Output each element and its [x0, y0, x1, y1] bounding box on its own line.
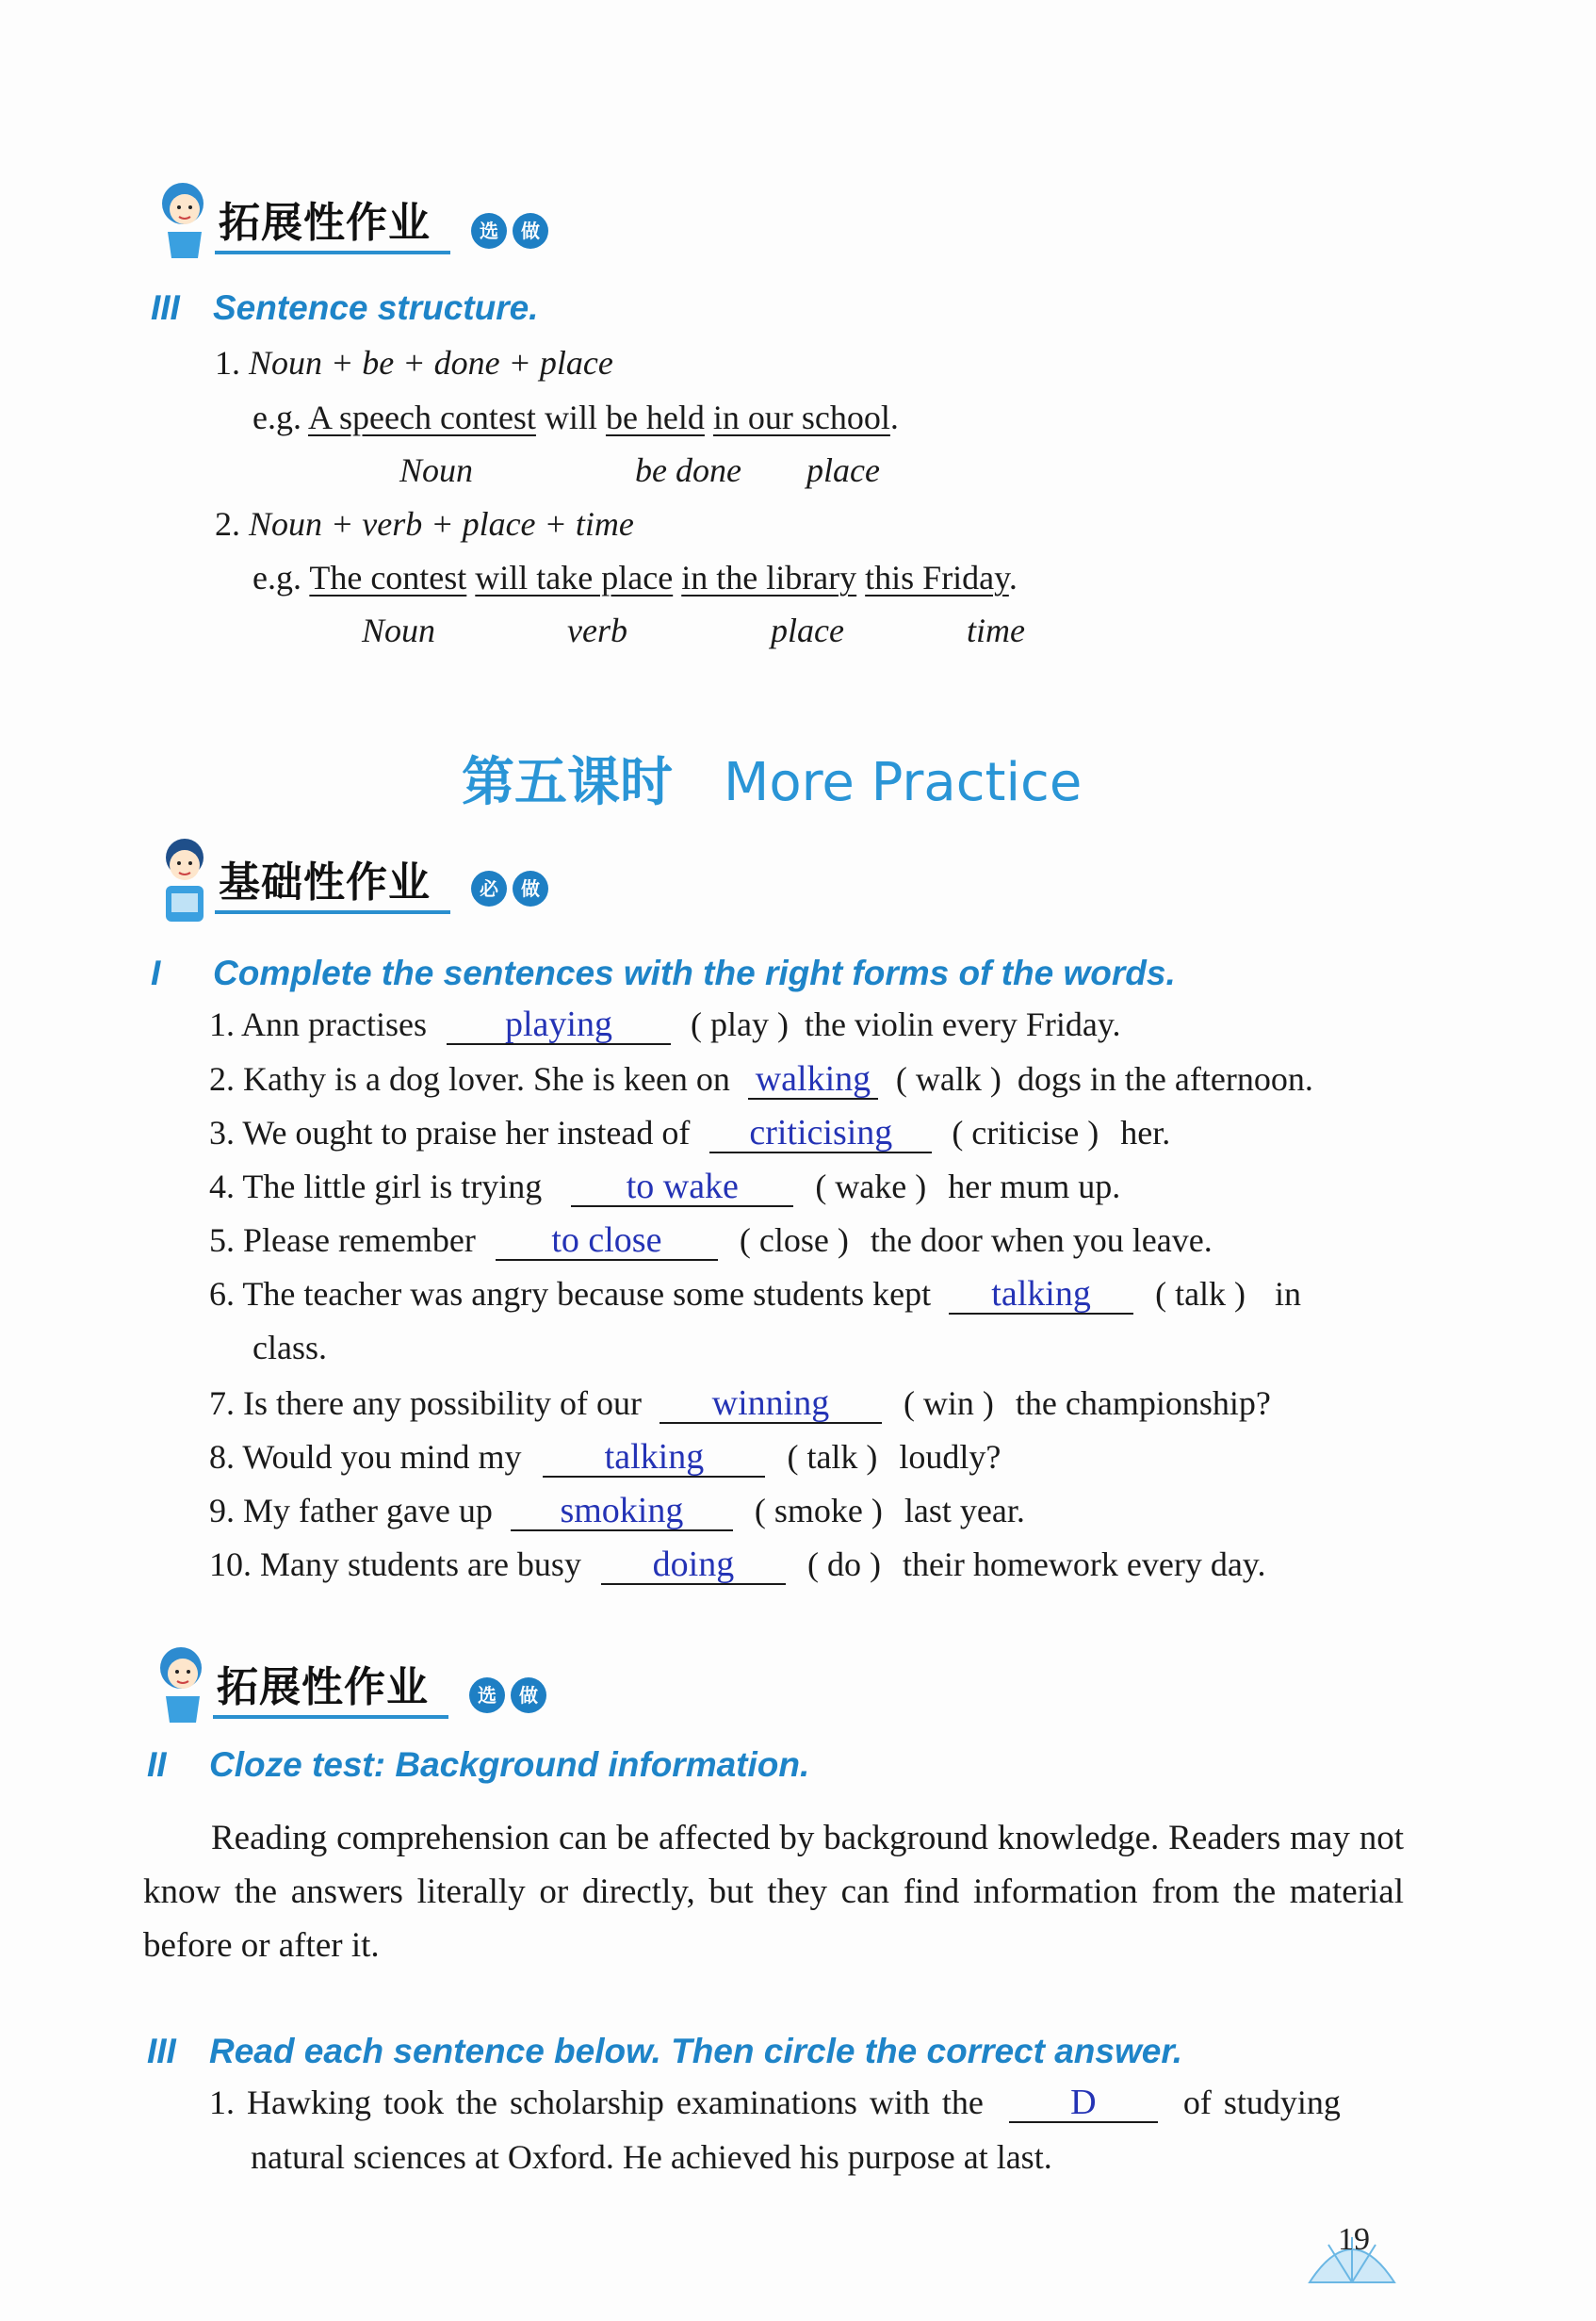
extended-homework-header [149, 1640, 582, 1743]
structure-label: Noun [399, 451, 474, 489]
exercise-item-6-continued: class. [252, 1329, 327, 1366]
title-underline [213, 1715, 448, 1719]
boy-mascot-icon [151, 831, 219, 925]
girl-mascot-icon [151, 175, 219, 260]
required-badge-1: 必 [471, 871, 507, 907]
answer-blank: smoking [511, 1492, 733, 1531]
answer-blank: talking [949, 1275, 1133, 1315]
structure-example-1: e.g. A speech contest will be held in our school. [252, 399, 899, 436]
section-heading-complete-sentences: I Complete the sentences with the right forms of the words. [151, 954, 1176, 992]
answer-blank: to close [496, 1221, 718, 1261]
answer-blank: playing [447, 1005, 671, 1045]
answer-blank: criticising [709, 1114, 932, 1153]
structure-label: be done [635, 451, 741, 489]
answer-blank: to wake [571, 1168, 793, 1207]
title-underline [215, 251, 450, 254]
answer-blank: doing [601, 1545, 786, 1585]
exercise-item-8: 8. Would you mind my talking ( talk ) loudly? [209, 1437, 1002, 1477]
answer-blank: winning [660, 1384, 882, 1424]
exercise-item-3: 3. We ought to praise her instead of criticising ( criticise ) her. [209, 1113, 1171, 1152]
exercise-item-1: 1. Ann practises playing ( play ) the violin every Friday. [209, 1005, 1121, 1044]
section-title: 拓展性作业 [219, 199, 431, 247]
answer-blank: talking [543, 1438, 765, 1478]
lesson-title: 第五课时 More Practice [462, 752, 1083, 813]
structure-formula-2: 2. Noun + verb + place + time [215, 505, 634, 543]
cloze-paragraph: Reading comprehension can be affected by background knowledge. Readers may not know the answers literally or directly, but they can find information from the material before or after it. [143, 1819, 1404, 1965]
exercise-item-6: 6. The teacher was angry because some students kept talking ( talk ) in [209, 1274, 1302, 1314]
section-heading-cloze: II Cloze test: Background information. [147, 1745, 810, 1784]
structure-label: place [771, 612, 844, 649]
structure-label: verb [567, 612, 627, 649]
section-heading-sentence-structure: III Sentence structure. [151, 288, 539, 327]
exercise-item-5: 5. Please remember to close ( close ) the door when you leave. [209, 1220, 1213, 1260]
page-number: 19 [1338, 2222, 1370, 2257]
exercise-item-10: 10. Many students are busy doing ( do ) their homework every day. [209, 1545, 1266, 1584]
section-heading-read-circle: III Read each sentence below. Then circle the correct answer. [147, 2032, 1182, 2070]
basic-homework-header [151, 831, 584, 935]
read-item-1-continued: natural sciences at Oxford. He achieved his purpose at last. [251, 2138, 1052, 2176]
optional-badge-1: 选 [471, 213, 507, 249]
structure-label: place [806, 451, 880, 489]
title-underline [215, 910, 450, 914]
optional-badge-2: 做 [513, 213, 548, 249]
optional-badge-1: 选 [469, 1677, 505, 1713]
exercise-item-9: 9. My father gave up smoking ( smoke ) last year. [209, 1491, 1025, 1530]
optional-badge-2: 做 [511, 1677, 546, 1713]
structure-label: Noun [362, 612, 436, 649]
required-badge-2: 做 [513, 871, 548, 907]
girl-mascot-icon [149, 1640, 217, 1724]
structure-formula-1: 1. Noun + be + done + place [215, 344, 613, 382]
extended-homework-header [151, 175, 584, 279]
exercise-item-7: 7. Is there any possibility of our winning ( win ) the championship? [209, 1383, 1271, 1423]
answer-blank: walking [748, 1060, 878, 1100]
structure-example-2: e.g. The contest will take place in the library this Friday. [252, 559, 1018, 597]
read-item-1: 1. Hawking took the scholarship examinations with the D of studying [209, 2083, 1341, 2122]
section-title: 基础性作业 [219, 858, 431, 907]
exercise-item-2: 2. Kathy is a dog lover. She is keen on walking ( walk ) dogs in the afternoon. [209, 1059, 1313, 1099]
section-title: 拓展性作业 [217, 1663, 429, 1711]
structure-label: time [967, 612, 1025, 649]
exercise-item-4: 4. The little girl is trying to wake ( wake ) her mum up. [209, 1167, 1121, 1206]
answer-blank: D [1009, 2084, 1158, 2123]
